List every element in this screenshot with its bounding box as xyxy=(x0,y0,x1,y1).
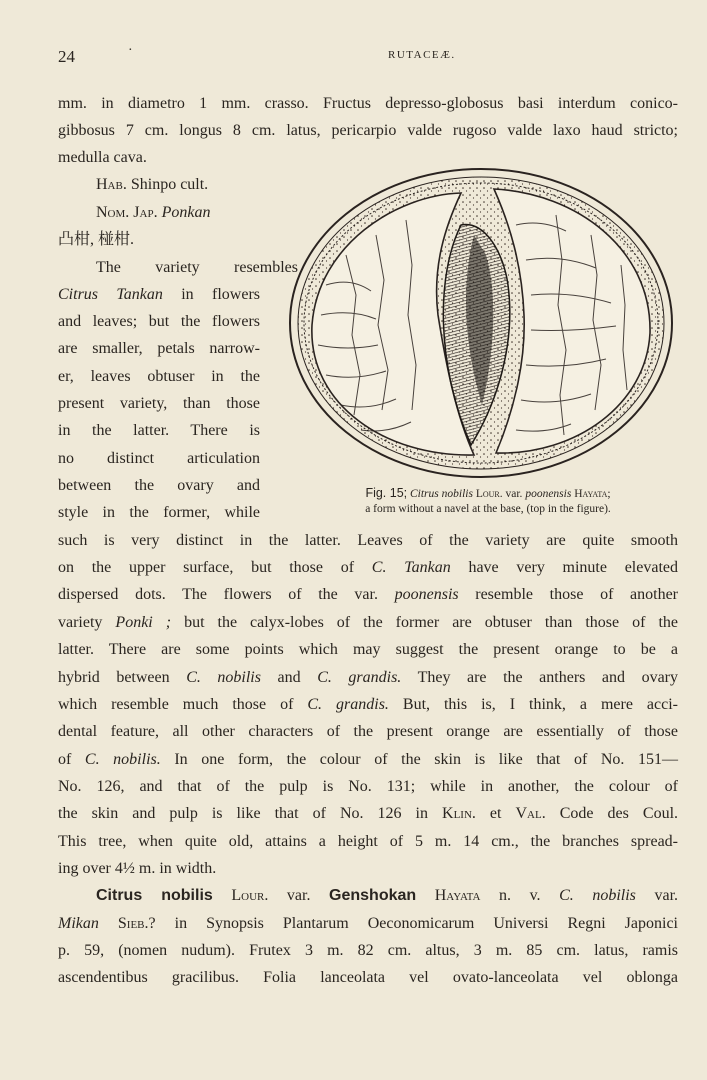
text-line: mm. in diametro 1 mm. crasso. Fructus depresso-globosus basi interdum conico- xyxy=(58,95,678,112)
italic-taxon: poonensis xyxy=(394,586,459,603)
text-line xyxy=(58,281,260,308)
text-span: var. xyxy=(635,887,679,904)
italic-taxon: C. grandis. xyxy=(307,696,389,713)
text-span: hybrid between xyxy=(58,669,187,686)
text-line: style in the former, while xyxy=(58,504,260,521)
japanese-name-value: Ponkan xyxy=(161,204,211,221)
text-span: They are the anthers and ovary xyxy=(401,669,679,686)
author-abbrev: Val. xyxy=(515,805,546,822)
text-line: This tree, when quite old, attains a height of 5 m. 14 cm., the branches spread- xyxy=(58,833,678,850)
text-line: in the latter. There is xyxy=(58,422,260,439)
text-line: latter. There are some points which may suggest the present orange to be a xyxy=(58,641,678,658)
text-span: which resemble much those of xyxy=(58,696,308,713)
text-span: and xyxy=(260,669,318,686)
text-line: ing over 4½ m. in width. xyxy=(58,860,217,877)
author-abbrev: Hayata xyxy=(434,887,481,904)
italic-taxon: Citrus Tankan xyxy=(58,286,163,303)
author-abbrev: Sieb. xyxy=(98,915,149,932)
text-span: In one form, the colour of the skin is like that of No. 151— xyxy=(160,751,679,768)
text-line xyxy=(58,800,678,827)
text-span: dispersed dots. The flowers of the var. xyxy=(58,586,395,603)
text-span: variety xyxy=(58,614,116,631)
text-line xyxy=(58,910,678,937)
page-header xyxy=(58,43,677,69)
text-line xyxy=(58,746,678,773)
text-line: No. 126, and that of the pulp is No. 131; while in another, the colour of xyxy=(58,778,678,795)
japanese-name-label: Nom. Jap. xyxy=(96,204,158,221)
text-line: p. 59, (nomen nudum). Frutex 3 m. 82 cm. altus, 3 m. 85 cm. latus, ramis xyxy=(58,942,678,959)
text-span: Code des Coul. xyxy=(545,805,679,822)
caption-variety: poonensis xyxy=(525,488,572,500)
caption-text: ; xyxy=(607,488,611,500)
kanji-name: 凸柑, 椪柑. xyxy=(58,231,135,248)
italic-taxon: C. nobilis. xyxy=(84,751,161,768)
text-span: et xyxy=(475,805,516,822)
text-line: The variety resembles xyxy=(96,259,298,276)
text-span: But, this is, I think, a mere acci- xyxy=(388,696,678,713)
fruit-cross-section-illustration xyxy=(286,165,676,485)
text-line: such is very distinct in the latter. Leaves of the variety are quite smooth xyxy=(58,532,678,549)
species-name: Citrus nobilis xyxy=(96,887,213,904)
italic-taxon: C. Tankan xyxy=(371,559,451,576)
text-line: medulla cava. xyxy=(58,149,147,166)
text-line: no distinct articulation xyxy=(58,450,260,467)
italic-taxon: C. nobilis xyxy=(186,669,261,686)
text-line xyxy=(58,609,678,636)
caption-line-2: a form without a navel at the base, (top in the figure). xyxy=(365,503,611,515)
habitat-label: Hab. xyxy=(96,176,127,193)
text-line xyxy=(58,554,678,581)
text-span: n. v. xyxy=(480,887,560,904)
text-span: but the calyx-lobes of the former are obtuser than those of the xyxy=(171,614,679,631)
italic-taxon: C. grandis. xyxy=(317,669,402,686)
text-span: resemble those of another xyxy=(458,586,679,603)
caption-taxon: Citrus nobilis xyxy=(410,488,473,500)
header-dot: · xyxy=(128,43,133,58)
caption-author: Hayata xyxy=(574,488,608,500)
caption-figure-label: Fig. 15; xyxy=(365,486,408,500)
caption-text: var. xyxy=(502,488,526,500)
text-line xyxy=(58,691,678,718)
habitat-value: Shinpo cult. xyxy=(130,176,209,193)
text-span: the skin and pulp is like that of No. 126 in xyxy=(58,805,443,822)
text-span: have very minute elevated xyxy=(450,559,679,576)
text-line xyxy=(58,664,678,691)
text-line: dental feature, all other characters of the present orange are essentially of those xyxy=(58,723,678,740)
italic-taxon: Mikan xyxy=(58,915,99,932)
running-title: RUTACEÆ. xyxy=(388,49,456,61)
text-line: er, leaves obtuser in the xyxy=(58,368,260,385)
italic-taxon: C. nobilis xyxy=(559,887,636,904)
text-line: present variety, than those xyxy=(58,395,260,412)
text-line: and leaves; but the flowers xyxy=(58,313,260,330)
text-span: ? in Synopsis Plantarum Oeconomicarum Universi Regni Japonici xyxy=(148,915,678,932)
text-line: between the ovary and xyxy=(58,477,260,494)
author-abbrev: Klin. xyxy=(442,805,476,822)
text-span: in flowers xyxy=(162,286,260,303)
caption-author: Lour. xyxy=(475,488,503,500)
author-abbrev: Lour. xyxy=(231,887,269,904)
page-number: 24 xyxy=(58,47,75,66)
figure-caption xyxy=(300,486,676,517)
text-span: of xyxy=(58,751,85,768)
caption-line-1 xyxy=(300,486,676,502)
text-line: ascendentibus gracilibus. Folia lanceolata vel ovato-lanceolata vel oblonga xyxy=(58,969,678,986)
habitat-line xyxy=(58,171,298,198)
text-span: on the upper surface, but those of xyxy=(58,559,372,576)
text-line xyxy=(58,581,678,608)
japanese-name-line xyxy=(58,199,298,226)
species-heading-line xyxy=(58,882,678,909)
text-line: gibbosus 7 cm. longus 8 cm. latus, pericarpio valde rugoso valde laxo haud stricto; xyxy=(58,122,678,139)
italic-taxon: Ponki ; xyxy=(115,614,172,631)
text-span: var. xyxy=(268,887,330,904)
text-line: are smaller, petals narrow- xyxy=(58,340,260,357)
variety-name: Genshokan xyxy=(329,887,417,904)
